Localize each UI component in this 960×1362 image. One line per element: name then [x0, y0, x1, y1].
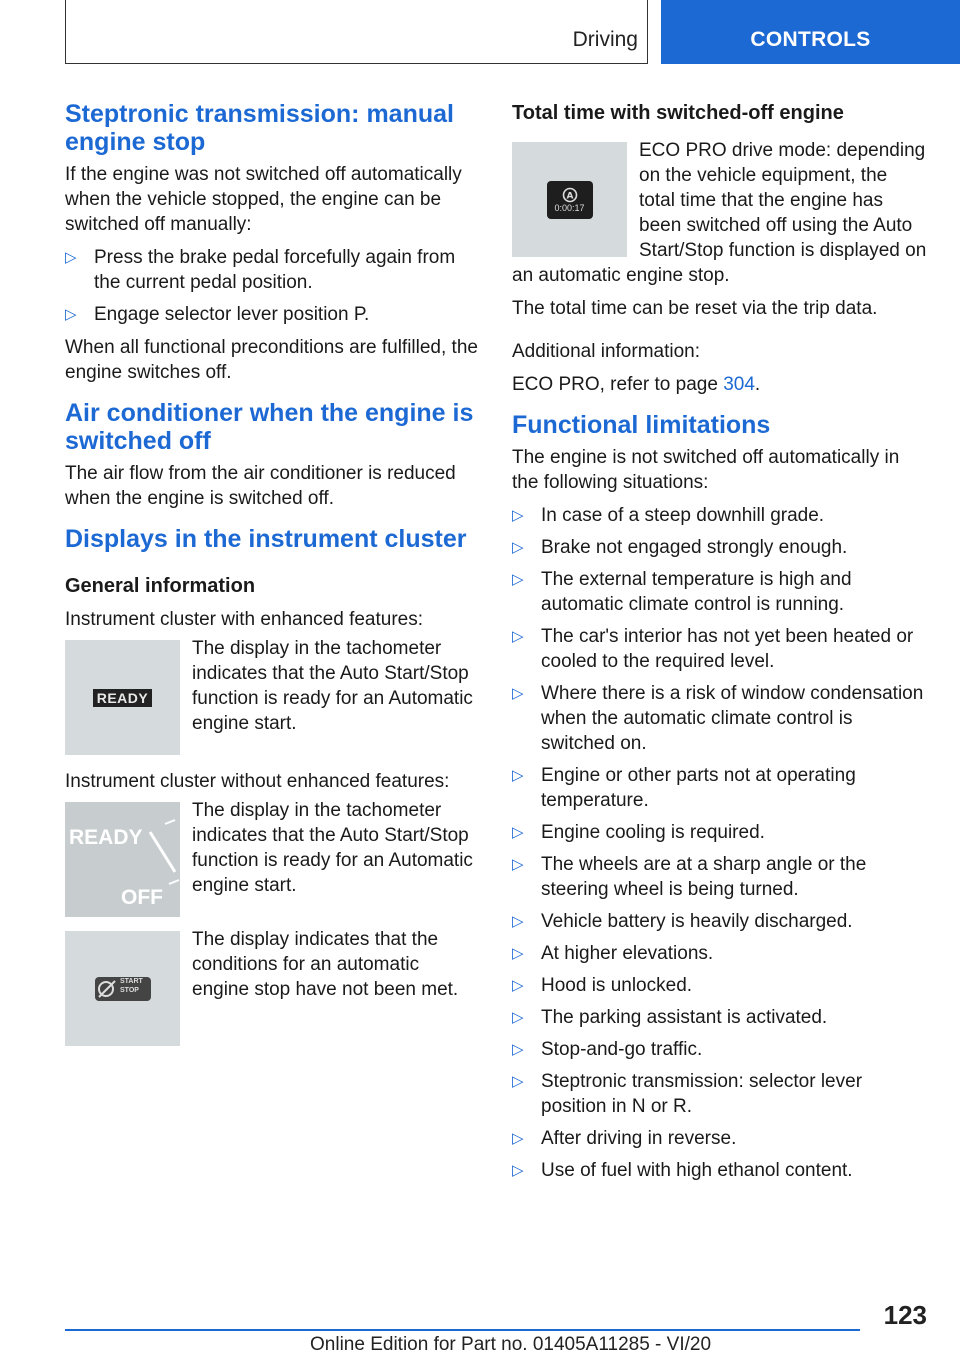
list-item: ▷ Steptronic transmission: selector lever position in N or R.	[512, 1071, 863, 1117]
ready-display-figure	[65, 640, 180, 755]
footer-edition: Online Edition for Part no. 01405A11285 - VI/20	[310, 1334, 712, 1355]
svg-text:A: A	[566, 191, 573, 201]
bullet-triangle-icon: ▷	[512, 856, 524, 873]
paragraph-cross-reference: ECO PRO, refer to page 304.	[512, 374, 761, 395]
header-frame	[65, 0, 648, 64]
bullet-triangle-icon: ▷	[512, 571, 524, 588]
bullet-triangle-icon: ▷	[512, 1162, 524, 1179]
page-number: 123	[883, 1300, 927, 1330]
figure-row	[65, 640, 478, 755]
bullet-triangle-icon: ▷	[512, 1130, 524, 1147]
paragraph: The total time can be reset via the trip data.	[512, 298, 878, 319]
off-label: OFF	[121, 886, 163, 909]
bullet-triangle-icon: ▷	[512, 977, 524, 994]
list-item: ▷ Engage selector lever position P.	[65, 304, 370, 325]
figure-caption: ECO PRO drive mode: depending on the vehicle equipment, the total time that the engine has been switched off using the Auto Start/Stop function is displayed on an automatic engine stop.	[512, 140, 927, 286]
total-time-block	[512, 138, 928, 288]
paragraph: The air flow from the air conditioner is reduced when the engine is switched off.	[65, 463, 456, 509]
bullet-triangle-icon: ▷	[65, 306, 77, 323]
list-item: ▷ The external temperature is high and automatic climate control is running.	[512, 569, 852, 615]
figure-caption: The display in the tachometer indicates that the Auto Start/Stop function is ready for an Automatic engine start.	[192, 800, 473, 896]
ready-badge: READY	[93, 689, 153, 707]
ready-label: READY	[69, 826, 143, 849]
list-item: ▷ Brake not engaged strongly enough.	[512, 537, 848, 558]
list-item: ▷ In case of a steep downhill grade.	[512, 505, 825, 526]
page-reference-link[interactable]: 304	[723, 374, 755, 395]
bullet-triangle-icon: ▷	[512, 539, 524, 556]
left-column	[65, 100, 478, 1060]
figure-caption: The display in the tachometer indicates that the Auto Start/Stop function is ready for an Automatic engine start.	[192, 638, 473, 734]
total-time-figure	[512, 142, 627, 257]
stop-label: STOP	[120, 987, 139, 994]
list-item: ▷ Hood is unlocked.	[512, 975, 693, 996]
auto-start-stop-icon	[561, 187, 579, 203]
paragraph: Instrument cluster without enhanced features:	[65, 771, 450, 792]
paragraph: The engine is not switched off automatically in the following situations:	[512, 447, 900, 493]
start-stop-inactive-figure	[65, 931, 180, 1046]
total-time-readout: 0:00:17	[554, 202, 585, 213]
bullet-triangle-icon: ▷	[512, 824, 524, 841]
bullet-triangle-icon: ▷	[512, 1073, 524, 1090]
bullet-triangle-icon: ▷	[512, 1009, 524, 1026]
list-item: ▷ After driving in reverse.	[512, 1128, 737, 1149]
section-title-air-conditioner: Air conditioner when the engine is switched off	[65, 399, 474, 455]
ready-off-gauge-figure	[65, 802, 180, 917]
figure-caption: The display indicates that the conditions for an automatic engine stop have not been met.	[192, 929, 459, 1000]
header-chapter-tab[interactable]: CONTROLS	[661, 0, 960, 64]
list-item: ▷ Vehicle battery is heavily discharged.	[512, 911, 853, 932]
paragraph: Instrument cluster with enhanced features:	[65, 609, 424, 630]
paragraph: Additional information:	[512, 341, 700, 362]
list-item: ▷ Press the brake pedal forcefully again from the current pedal position.	[65, 247, 456, 293]
figure-row	[65, 802, 478, 917]
list-item: ▷ Stop-and-go traffic.	[512, 1039, 703, 1060]
paragraph: If the engine was not switched off automatically when the vehicle stopped, the engine can be switched off manually:	[65, 164, 462, 235]
bullet-triangle-icon: ▷	[512, 913, 524, 930]
start-label: START	[120, 978, 143, 985]
subsection-title-general: General information	[65, 575, 256, 597]
figure-row	[65, 931, 478, 1046]
paragraph: When all functional preconditions are fulfilled, the engine switches off.	[65, 337, 478, 383]
list-item: ▷ Engine or other parts not at operating temperature.	[512, 765, 856, 811]
bullet-triangle-icon: ▷	[512, 685, 524, 702]
subsection-title-total-time: Total time with switched-off engine	[512, 102, 844, 124]
bullet-triangle-icon: ▷	[512, 628, 524, 645]
right-column	[512, 100, 928, 1191]
bullet-triangle-icon: ▷	[512, 1041, 524, 1058]
section-title-functional-limitations: Functional limitations	[512, 411, 771, 439]
section-title-manual-stop: Steptronic transmission: manual engine stop	[65, 100, 454, 156]
section-title-displays: Displays in the instrument cluster	[65, 525, 467, 553]
bullet-triangle-icon: ▷	[512, 945, 524, 962]
list-item: ▷ The wheels are at a sharp angle or the steering wheel is being turned.	[512, 854, 867, 900]
list-item: ▷ The car's interior has not yet been heated or cooled to the required level.	[512, 626, 914, 672]
limitations-list	[512, 503, 928, 1183]
bullet-list	[65, 245, 478, 327]
list-item: ▷ At higher elevations.	[512, 943, 714, 964]
bullet-triangle-icon: ▷	[512, 767, 524, 784]
bullet-triangle-icon: ▷	[65, 249, 77, 266]
bullet-triangle-icon: ▷	[512, 507, 524, 524]
list-item: ▷ The parking assistant is activated.	[512, 1007, 828, 1028]
list-item: ▷ Where there is a risk of window condensation when the automatic climate control is switched on.	[512, 683, 924, 754]
list-item: ▷ Engine cooling is required.	[512, 822, 765, 843]
list-item: ▷ Use of fuel with high ethanol content.	[512, 1160, 853, 1181]
footer-divider	[65, 1329, 860, 1331]
total-time-display	[547, 181, 593, 219]
header-section-title: Driving	[572, 28, 638, 51]
